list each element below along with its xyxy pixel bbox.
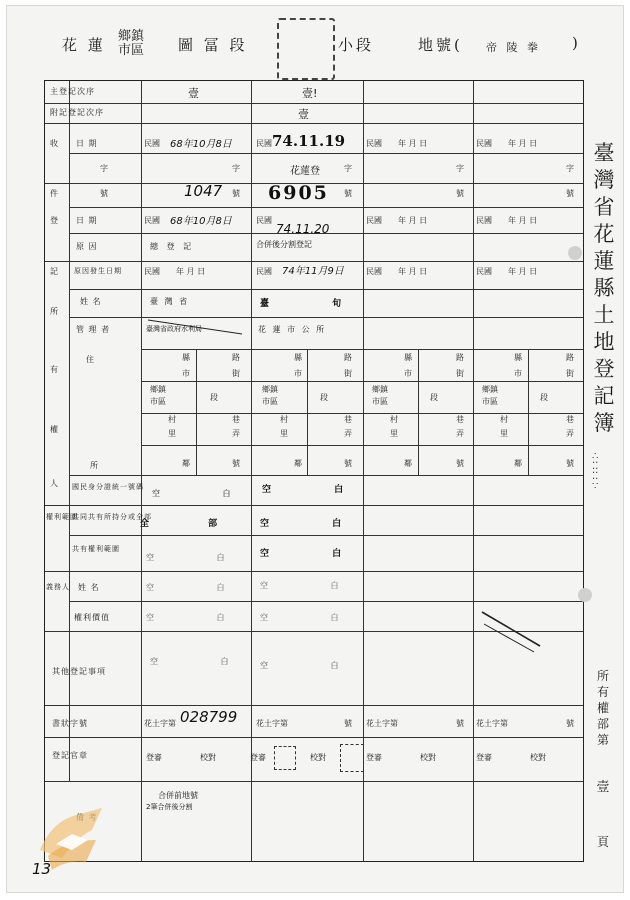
id-1: 空 白 [152, 489, 261, 498]
header-blank-bracket [277, 18, 335, 80]
header-section: 圖 冨 段 [178, 36, 248, 54]
label-receipt: 收 [50, 139, 59, 148]
addr-road-c1: 路 [232, 353, 240, 362]
word-marker-c2: 字 [344, 164, 352, 173]
label-main-seq: 主登記次序 [50, 87, 95, 96]
date-prefix-c3: 民國 [366, 139, 382, 148]
addr-no-c4: 號 [566, 459, 574, 468]
label-receipt-date: 日 期 [76, 139, 98, 148]
addr-alley-c4: 弄 [566, 429, 574, 438]
grid-line [418, 349, 419, 475]
receipt-no-1: 1047 [184, 182, 223, 200]
addr-xiang-c2: 鄉鎮 [262, 385, 278, 394]
grid-line [141, 349, 583, 350]
no-marker-c3: 號 [456, 189, 464, 198]
addr-section-c4: 段 [540, 393, 548, 402]
register-title: 臺灣省花蓮縣土地登記簿 [593, 141, 615, 435]
label-reg-cause-date: 原因發生日期 [74, 267, 122, 275]
clerk-prefix-c1: 登審 [146, 753, 162, 762]
label-reg2: 記 [50, 267, 59, 276]
reg-date-2: 74.11.20 [276, 222, 330, 236]
no-marker-c1: 號 [232, 189, 240, 198]
grid-line [45, 571, 583, 572]
cert-prefix-c1: 花土字第 [144, 719, 176, 728]
label-share-other: 共有權利範圍 [72, 545, 120, 553]
page-number: 13 [32, 860, 52, 878]
reg-prefix-c1: 民國 [144, 216, 160, 225]
other-reg-1: 空 白 [150, 657, 259, 666]
remarks-1: 合併前地號 [158, 791, 198, 800]
grid-line [45, 123, 583, 124]
addr-xiang-c3: 鄉鎮 [372, 385, 388, 394]
reg-cause-1: 總 登 記 [150, 242, 195, 251]
clerk-mid-c3: 校對 [420, 753, 436, 762]
manager-2: 花 蓮 市 公 所 [258, 325, 327, 334]
reg-ymd-c3: 年 月 日 [398, 216, 428, 225]
clerk-prefix-c2: 登審 [250, 753, 266, 762]
reg-date-1: 68年10月8日 [170, 216, 232, 227]
binding-hole [568, 246, 582, 260]
right-note-page: 壹 [596, 780, 610, 795]
label-rights-scope: 權利範圍 [46, 513, 78, 521]
addr-section-c2: 段 [320, 393, 328, 402]
grid-line [473, 81, 474, 861]
label-owner-name: 姓 名 [80, 297, 102, 306]
grid-line [69, 535, 583, 536]
date-ymd-c4: 年 月 日 [508, 139, 538, 148]
label-cert-no: 書狀字號 [52, 719, 88, 728]
addr-alley-c1: 弄 [232, 429, 240, 438]
addr-district-c4: 市區 [482, 397, 498, 406]
proof-seal [340, 744, 364, 772]
label-receipt-file: 件 [50, 189, 59, 198]
grid-line [69, 475, 583, 476]
receipt-no-2: 6905 [268, 182, 329, 204]
cause-ymd-c1: 年 月 日 [176, 267, 206, 276]
label-owner: 所 [50, 307, 59, 316]
cert-no-1: 028799 [180, 708, 238, 726]
receipt-date-1: 68年10月8日 [170, 139, 232, 150]
label-receipt-no: 號 [100, 189, 109, 198]
addr-section-c1: 段 [210, 393, 218, 402]
header-xiang [118, 30, 144, 58]
no-marker-c2: 號 [344, 189, 352, 198]
manager-1-strike [146, 316, 246, 336]
receipt-date-2: 74.11.19 [272, 132, 346, 150]
grid-line [251, 81, 252, 861]
grid-line [45, 505, 583, 506]
other-name-1: 空 白 [146, 583, 255, 592]
receipt-word-2: 花蓮登 [290, 166, 320, 177]
word-marker-c3: 字 [456, 164, 464, 173]
cause-prefix-c1: 民國 [144, 267, 160, 276]
clerk-prefix-c3: 登審 [366, 753, 382, 762]
addr-li-c3: 里 [390, 429, 398, 438]
addr-section-c3: 段 [430, 393, 438, 402]
label-right2: 權 [50, 425, 59, 434]
addr-no-c1: 號 [232, 459, 240, 468]
reg-cause-2: 合併後分割登記 [256, 240, 312, 249]
cause-ymd-c4: 年 月 日 [508, 267, 538, 276]
grid-line [69, 601, 583, 602]
addr-lane-c1: 巷 [232, 415, 240, 424]
label-address: 住 [86, 355, 95, 364]
cert-prefix-c4: 花土字第 [476, 719, 508, 728]
cause-prefix-c2: 民國 [256, 267, 272, 276]
scope-2: 空 白 [260, 519, 372, 529]
grid-line [141, 413, 583, 414]
grid-line [69, 289, 583, 290]
word-marker-c1: 字 [232, 164, 240, 173]
reg-prefix-c4: 民國 [476, 216, 492, 225]
no-marker-c4: 號 [566, 189, 574, 198]
binding-hole [578, 588, 592, 602]
share-2: 空 白 [260, 549, 372, 559]
grid-line [528, 349, 529, 475]
addr-li-c2: 里 [280, 429, 288, 438]
addr-li-c1: 里 [168, 429, 176, 438]
label-address2: 所 [90, 461, 99, 470]
label-share-all: 共同共有所持分或全部 [72, 513, 152, 521]
addr-district-c3: 市區 [372, 397, 388, 406]
addr-alley-c3: 弄 [456, 429, 464, 438]
clerk-prefix-c4: 登審 [476, 753, 492, 762]
date-prefix-c1: 民國 [144, 139, 160, 148]
label-receipt-word: 字 [100, 164, 109, 173]
rights-value-1: 空 白 [146, 613, 255, 622]
id-2: 空 白 [262, 485, 374, 495]
addr-city-c1: 市 [182, 369, 190, 378]
sub-seq-value-2: 壹 [298, 108, 309, 121]
addr-district-c1: 市區 [150, 397, 166, 406]
label-reg-date: 日 期 [76, 216, 98, 225]
addr-county-c3: 縣 [404, 353, 412, 362]
date-ymd-c3: 年 月 日 [398, 139, 428, 148]
addr-city-c3: 市 [404, 369, 412, 378]
clerk-mid-c1: 校對 [200, 753, 216, 762]
grid-line [141, 445, 583, 446]
cause-prefix-c4: 民國 [476, 267, 492, 276]
header-subsection: 小段 [338, 36, 375, 54]
addr-xiang-c1: 鄉鎮 [150, 385, 166, 394]
addr-no-c2: 號 [344, 459, 352, 468]
cert-suffix-c4: 號 [566, 719, 574, 728]
header-place: 花 蓮 [62, 36, 106, 54]
header-lot-label: 地號( [418, 36, 463, 54]
header-xiang-bottom: 市區 [118, 43, 145, 58]
addr-lin-c2: 鄰 [294, 459, 302, 468]
addr-city-c4: 市 [514, 369, 522, 378]
addr-street-c1: 街 [232, 369, 240, 378]
grid-line [45, 737, 583, 738]
cert-prefix-c2: 花土字第 [256, 719, 288, 728]
reg-prefix-c2: 民國 [256, 216, 272, 225]
grid-line [141, 381, 583, 382]
right-note: 所有權部第 [596, 669, 609, 747]
cert-suffix-c2: 號 [344, 719, 352, 728]
addr-county-c4: 縣 [514, 353, 522, 362]
grid-line [69, 153, 583, 154]
rights-value-2: 空 白 [260, 613, 369, 622]
addr-village-c1: 村 [168, 415, 176, 424]
cause-prefix-c3: 民國 [366, 267, 382, 276]
manager-1: 臺灣省政府水利局 [146, 325, 202, 333]
addr-lane-c3: 巷 [456, 415, 464, 424]
label-person: 人 [50, 479, 59, 488]
addr-city-c2: 市 [294, 369, 302, 378]
perforation-dots: ∴ ⁚⁚ ⁚⁚ ∵ [592, 451, 599, 492]
grid-line [141, 81, 142, 861]
addr-li-c4: 里 [500, 429, 508, 438]
right-note-end: 頁 [596, 835, 609, 849]
date-prefix-c2: 民國 [256, 139, 272, 148]
addr-lane-c4: 巷 [566, 415, 574, 424]
addr-street-c2: 街 [344, 369, 352, 378]
cert-suffix-c3: 號 [456, 719, 464, 728]
label-rights-value: 權利價值 [74, 613, 110, 622]
grid-line [69, 207, 583, 208]
header-lot-close: ) [572, 34, 581, 52]
scope-1: 全 部 [140, 519, 246, 529]
main-seq-value-2: 壹! [302, 87, 318, 100]
grid-line [45, 103, 583, 104]
date-prefix-c4: 民國 [476, 139, 492, 148]
addr-xiang-c4: 鄉鎮 [482, 385, 498, 394]
clerk-mid-c2: 校對 [310, 753, 326, 762]
addr-district-c2: 市區 [262, 397, 278, 406]
addr-lin-c4: 鄰 [514, 459, 522, 468]
label-other-party: 義務人 [46, 583, 70, 591]
addr-street-c3: 街 [456, 369, 464, 378]
cancel-mark [478, 606, 548, 656]
header-xiang-top: 鄉鎮 [118, 29, 145, 44]
addr-lin-c3: 鄰 [404, 459, 412, 468]
share-1: 空 白 [146, 553, 255, 562]
addr-road-c4: 路 [566, 353, 574, 362]
label-sub-seq: 附記登記次序 [50, 108, 104, 117]
addr-village-c4: 村 [500, 415, 508, 424]
addr-alley-c2: 弄 [344, 429, 352, 438]
clerk-mid-c4: 校對 [530, 753, 546, 762]
label-id-no: 國民身分證統一號碼 [72, 483, 144, 491]
grid-line [307, 349, 308, 475]
clerk-seal [274, 746, 296, 770]
label-reg: 登 [50, 216, 59, 225]
reg-prefix-c3: 民國 [366, 216, 382, 225]
header-lot-value: 帝 陵 拳 [486, 41, 541, 54]
other-name-2: 空 白 [260, 581, 369, 590]
grid-line [196, 349, 197, 475]
addr-county-c2: 縣 [294, 353, 302, 362]
label-other-reg: 其他登記事項 [52, 667, 106, 676]
reg-ymd-c4: 年 月 日 [508, 216, 538, 225]
label-manager: 管 理 者 [76, 325, 111, 334]
addr-street-c4: 街 [566, 369, 574, 378]
grid-line [45, 705, 583, 706]
label-other-name: 姓 名 [78, 583, 100, 592]
label-clerk: 登記官章 [52, 751, 88, 760]
cert-prefix-c3: 花土字第 [366, 719, 398, 728]
addr-county-c1: 縣 [182, 353, 190, 362]
grid-line [45, 781, 583, 782]
word-marker-c4: 字 [566, 164, 574, 173]
addr-no-c3: 號 [456, 459, 464, 468]
main-seq-value-1: 壹 [188, 87, 199, 100]
addr-village-c2: 村 [280, 415, 288, 424]
reg-cause-date-2: 74年11月9日 [282, 266, 344, 277]
remarks-2: 2筆合併後分割 [146, 803, 193, 811]
label-right: 有 [50, 365, 59, 374]
addr-lane-c2: 巷 [344, 415, 352, 424]
addr-road-c2: 路 [344, 353, 352, 362]
label-reg-cause: 原 因 [76, 242, 98, 251]
owner-name-1: 臺 灣 省 [150, 297, 190, 306]
other-reg-2: 空 白 [260, 661, 369, 670]
addr-village-c3: 村 [390, 415, 398, 424]
addr-road-c3: 路 [456, 353, 464, 362]
owner-name-2: 臺 旬 [260, 299, 372, 309]
addr-lin-c1: 鄰 [182, 459, 190, 468]
cause-ymd-c3: 年 月 日 [398, 267, 428, 276]
